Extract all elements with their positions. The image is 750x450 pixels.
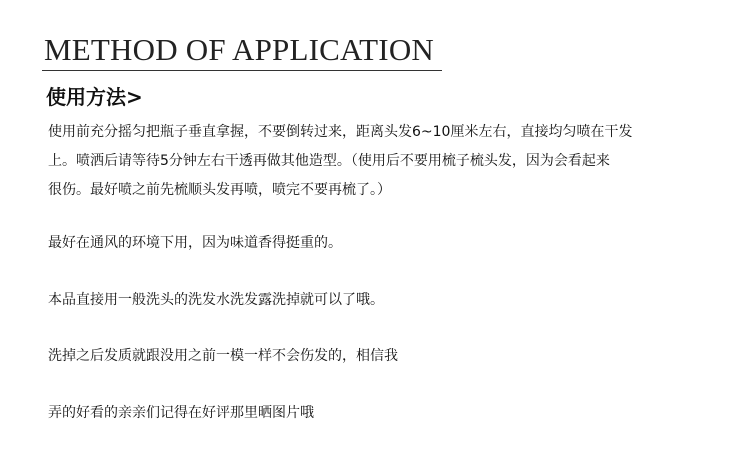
usage-instructions-paragraph bbox=[48, 118, 738, 205]
review-request-note: 弄的好看的亲亲们记得在好评那里晒图片哦 bbox=[48, 405, 314, 421]
title-underline-divider bbox=[42, 70, 442, 71]
section-title-chinese: 使用方法> bbox=[46, 85, 143, 109]
section-title-english: METHOD OF APPLICATION bbox=[44, 32, 435, 67]
instruction-line: 上。喷洒后请等待5分钟左右干透再做其他造型。（使用后不要用梳子梳头发，因为会看起来 bbox=[48, 153, 610, 169]
ventilation-tip: 最好在通风的环境下用，因为味道香得挺重的。 bbox=[48, 235, 342, 251]
no-damage-note: 洗掉之后发质就跟没用之前一模一样不会伤发的，相信我 bbox=[48, 348, 398, 364]
instruction-line: 使用前充分摇匀把瓶子垂直拿握，不要倒转过来，距离头发6~10厘米左右，直接均匀喷在干发 bbox=[48, 124, 633, 140]
washing-tip: 本品直接用一般洗头的洗发水洗发露洗掉就可以了哦。 bbox=[48, 292, 384, 308]
instruction-line: 很伤。最好喷之前先梳顺头发再喷，喷完不要再梳了。） bbox=[48, 182, 391, 198]
